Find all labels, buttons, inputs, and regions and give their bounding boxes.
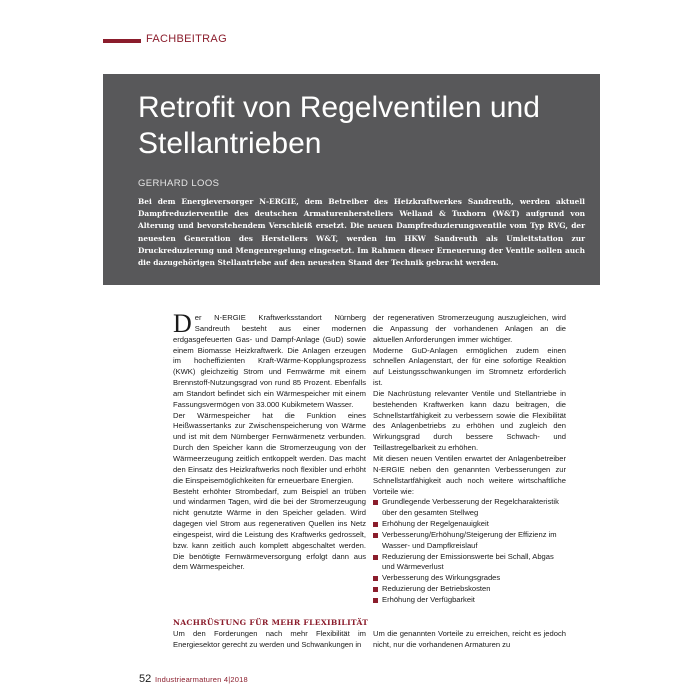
- list-item: Grundlegende Verbesserung der Regelcharakteristik über den gesamten Stellweg: [373, 497, 566, 519]
- lead-paragraph: Bei dem Energieversorger N-ERGIE, dem Betreiber des Heizkraftwerkes Sandreuth, werden aktuell Dampfreduzierventile des deutschen Armaturenherstellers Welland & Tuxhorn (W&T) aufgrund von Alterung und bevorstehendem Verschleiß ersetzt. Die neuen Dampfreduzierungsventile vom Typ RVG, der neuesten Generation des Herstellers W&T, werden im HKW Sandreuth als Umleitstation zur Druckreduzierung und Mengenregelung eingesetzt. Im Rahmen dieser Erneuerung der Ventile sollen auch die dazugehörigen Stellantriebe auf den neuesten Stand der Technik gebracht werden.: [138, 197, 585, 268]
- list-item: Erhöhung der Verfügbarkeit: [373, 595, 566, 606]
- paragraph-text: er N-ERGIE Kraftwerksstandort Nürnberg Sandreuth besteht aus einer modernen erdgasgefeuerten Gas- und Dampf-Anlage (GuD) sowie einem Biomasse Heizkraftwerk. Die Anlagen erzeugen im hocheffizienten Kraft-Wärme-Kopplungsprozess (KWK) gleichzeitig Strom und Fernwärme mit einem Brennstoff-Nutzungsgrad von rund 85 Prozent. Ebenfalls am Standort befindet sich ein Wärmespeicher mit einem Fassungsvermögen von 33.000 Kubikmetern Wasser.: [173, 313, 366, 409]
- list-item: Reduzierung der Betriebskosten: [373, 584, 566, 595]
- article-title: Retrofit von Regelventilen und Stellantrieben: [138, 91, 540, 160]
- author-name: GERHARD LOOS: [138, 178, 220, 189]
- body-paragraph: der regenerativen Stromerzeugung auszugleichen, wird die Anpassung der vorhandenen Anlagen an die aktuellen Anforderungen immer wichtiger.: [373, 313, 566, 344]
- section-subheading: NACHRÜSTUNG FÜR MEHR FLEXIBILITÄT: [173, 618, 369, 627]
- journal-name: Industriearmaturen 4|2018: [155, 675, 248, 684]
- body-column-right: [373, 313, 566, 606]
- body-paragraph: Mit diesen neuen Ventilen erwartet der Anlagenbetreiber N-ERGIE neben den genannten Verbesserungen zur Schnellstartfähigkeit auch noch weitere wirtschaftliche Vorteile wie:: [373, 453, 566, 496]
- body-paragraph: Die Nachrüstung relevanter Ventile und Stellantriebe in bestehenden Kraftwerken kann dazu beitragen, die Schnellstartfähigkeit zu verbessern sowie die Flexibilität des Anlagenbetriebs zu erhöhen und zugleich den Wirkungsgrad durch bessere Schwach- und Teillastregelbarkeit zu erhöhen.: [373, 388, 566, 453]
- body-column-left: [173, 309, 366, 573]
- body-paragraph: Besteht erhöhter Strombedarf, zum Beispiel an trüben und windarmen Tagen, wird die bei der Stromerzeugung nicht genutzte Wärme in den Speicher geladen. Wird dagegen viel Strom aus regenerativen Quellen ins Netz eingespeist, wird die Leistung des Kraftwerks gedrosselt, bzw. kann zeitlich auch komplett abgeschaltet werden. Die benötigte Fernwärmeversorgung erfolgt dann aus dem Wärmespeicher.: [173, 486, 366, 572]
- body-paragraph: Um den Forderungen nach mehr Flexibilität im Energiesektor gerecht zu werden und Schwankungen in: [173, 629, 366, 649]
- section-rule: [103, 39, 141, 43]
- body-paragraph: Um die genannten Vorteile zu erreichen, reicht es jedoch nicht, nur die vorhandenen Armaturen zu: [373, 629, 566, 649]
- body-paragraph: Moderne GuD-Anlagen ermöglichen zudem einen schnellen Anlagenstart, der für eine sofortige Reaktion auf Leistungsschwankungen im Stromnetz erforderlich ist.: [373, 345, 566, 388]
- list-item: Verbesserung des Wirkungsgrades: [373, 573, 566, 584]
- list-item: Reduzierung der Emissionswerte bei Schall, Abgas und Wärmeverlust: [373, 552, 566, 574]
- benefits-list: [373, 497, 566, 605]
- list-item: Verbesserung/Erhöhung/Steigerung der Effizienz im Wasser- und Dampfkreislauf: [373, 530, 566, 552]
- body-paragraph: Der Wärmespeicher hat die Funktion eines Heißwassertanks zur Zwischenspeicherung von Wärme und ist mit dem Nürnberger Fernwärmenetz verbunden. Durch den Speicher kann die Stromerzeugung von der Wärmeerzeugung zeitlich entkoppelt werden. Das macht den Einsatz des Heizkraftwerks noch flexibler und erhöht die Einspeisemöglichkeiten für erneuerbare Energien.: [173, 410, 366, 485]
- drop-cap: D: [173, 309, 192, 338]
- page-number: 52: [139, 673, 152, 685]
- section-label: FACHBEITRAG: [146, 33, 227, 45]
- body-paragraph: [173, 309, 366, 411]
- list-item: Erhöhung der Regelgenauigkeit: [373, 519, 566, 530]
